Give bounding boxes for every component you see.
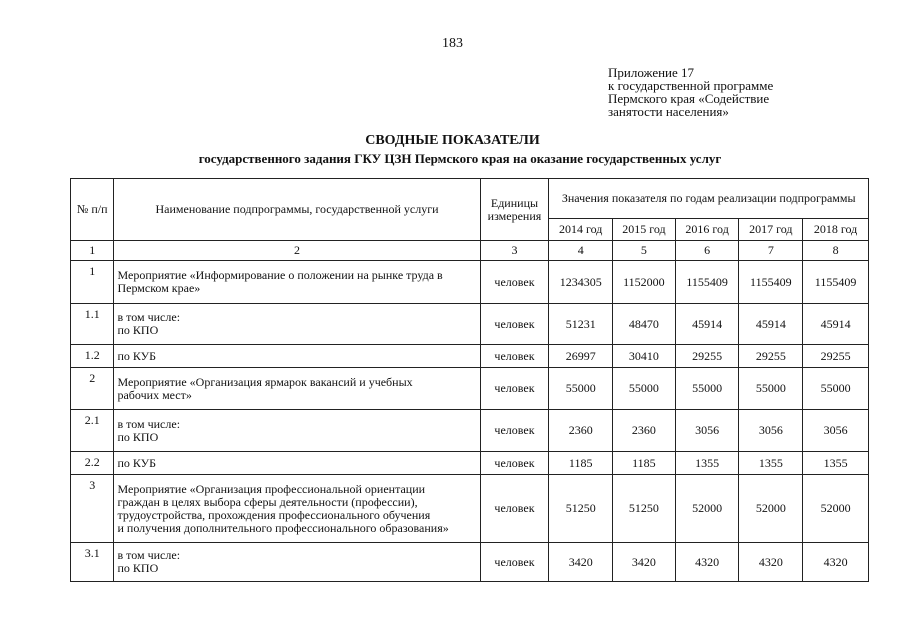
table-row xyxy=(71,475,869,543)
row-unit: человек xyxy=(480,304,549,345)
row-number: 2 xyxy=(71,368,114,410)
table-row xyxy=(71,345,869,368)
table-row xyxy=(71,452,869,475)
row-value: 1185 xyxy=(549,452,613,475)
row-number: 2.2 xyxy=(71,452,114,475)
table-row xyxy=(71,543,869,582)
row-value: 4320 xyxy=(675,543,739,582)
row-name-line: по КПО xyxy=(117,429,159,444)
row-unit: человек xyxy=(480,410,549,452)
row-value: 45914 xyxy=(803,304,869,345)
row-value: 1355 xyxy=(675,452,739,475)
header-num: № п/п xyxy=(71,179,114,241)
row-value: 3420 xyxy=(613,543,676,582)
appendix-note xyxy=(608,66,773,118)
column-index: 4 xyxy=(549,241,613,261)
row-unit: человек xyxy=(480,368,549,410)
row-value: 51250 xyxy=(613,475,676,543)
appendix-line: к государственной программе xyxy=(608,78,774,93)
row-value: 55000 xyxy=(549,368,613,410)
header-year: 2015 год xyxy=(613,219,676,241)
column-index: 8 xyxy=(803,241,869,261)
row-value: 29255 xyxy=(739,345,803,368)
row-name-line: по КУБ xyxy=(117,348,157,363)
row-value: 2360 xyxy=(613,410,676,452)
header-unit: Единицы измерения xyxy=(480,179,549,241)
row-name-line: трудоустройства, прохождения профессионального обучения xyxy=(117,507,431,522)
row-name-line: и получения дополнительного профессионального образования» xyxy=(117,520,449,535)
row-value: 45914 xyxy=(675,304,739,345)
row-value: 51250 xyxy=(549,475,613,543)
page-number: 183 xyxy=(442,36,463,51)
row-name-line: в том числе: xyxy=(117,416,181,431)
row-unit: человек xyxy=(480,475,549,543)
row-value: 51231 xyxy=(549,304,613,345)
column-index: 7 xyxy=(739,241,803,261)
document-title: СВОДНЫЕ ПОКАЗАТЕЛИ xyxy=(365,133,540,148)
row-unit: человек xyxy=(480,543,549,582)
row-value: 30410 xyxy=(613,345,676,368)
row-name-line: по КПО xyxy=(117,561,159,575)
row-name-line: по КУБ xyxy=(117,455,157,470)
row-unit: человек xyxy=(480,345,549,368)
row-value: 3056 xyxy=(675,410,739,452)
row-name xyxy=(114,475,480,543)
row-value: 1152000 xyxy=(613,261,676,304)
row-value: 1185 xyxy=(613,452,676,475)
row-value: 48470 xyxy=(613,304,676,345)
row-name xyxy=(114,543,480,582)
column-index-row xyxy=(71,241,869,261)
row-value: 1155409 xyxy=(739,261,803,304)
column-index: 6 xyxy=(675,241,739,261)
row-value: 52000 xyxy=(675,475,739,543)
row-value: 1234305 xyxy=(549,261,613,304)
appendix-line: Приложение 17 xyxy=(608,65,695,80)
column-index: 2 xyxy=(114,241,480,261)
row-name-line: граждан в целях выбора сферы деятельности (профессии), xyxy=(117,494,418,509)
row-name xyxy=(114,452,480,475)
row-number: 1.2 xyxy=(71,345,114,368)
row-name-line: Мероприятие «Организация профессиональной ориентации xyxy=(117,481,426,496)
row-value: 1355 xyxy=(803,452,869,475)
row-name-line: Мероприятие «Организация ярмарок вакансий и учебных xyxy=(117,374,413,389)
row-value: 26997 xyxy=(549,345,613,368)
row-number: 3 xyxy=(71,475,114,543)
row-value: 4320 xyxy=(803,543,869,582)
table-header-row xyxy=(71,179,869,219)
row-value: 3056 xyxy=(803,410,869,452)
row-number: 1 xyxy=(71,261,114,304)
row-number: 3.1 xyxy=(71,543,114,582)
row-number: 1.1 xyxy=(71,304,114,345)
header-year: 2016 год xyxy=(675,219,739,241)
table-row xyxy=(71,261,869,304)
header-year: 2017 год xyxy=(739,219,803,241)
row-value: 1155409 xyxy=(803,261,869,304)
row-name xyxy=(114,410,480,452)
row-value: 29255 xyxy=(675,345,739,368)
header-values-group: Значения показателя по годам реализации подпрограммы xyxy=(549,179,869,219)
table-row xyxy=(71,410,869,452)
row-name xyxy=(114,304,480,345)
row-value: 55000 xyxy=(675,368,739,410)
row-value: 45914 xyxy=(739,304,803,345)
row-unit: человек xyxy=(480,261,549,304)
row-name-line: Пермском крае» xyxy=(117,281,201,295)
indicators-table xyxy=(70,178,869,582)
column-index: 5 xyxy=(613,241,676,261)
row-name-line: рабочих мест» xyxy=(117,387,192,402)
row-name-line: в том числе: xyxy=(117,310,181,324)
row-value: 55000 xyxy=(739,368,803,410)
row-name-line: Мероприятие «Информирование о положении на рынке труда в xyxy=(117,268,443,282)
document-subtitle: государственного задания ГКУ ЦЗН Пермского края на оказание государственных услуг xyxy=(198,151,722,166)
header-year: 2014 год xyxy=(549,219,613,241)
header-year: 2018 год xyxy=(803,219,869,241)
appendix-line: Пермского края «Содействие xyxy=(608,91,770,106)
row-value: 55000 xyxy=(803,368,869,410)
row-value: 1155409 xyxy=(675,261,739,304)
row-value: 29255 xyxy=(803,345,869,368)
row-number: 2.1 xyxy=(71,410,114,452)
column-index: 1 xyxy=(71,241,114,261)
table-row xyxy=(71,304,869,345)
appendix-line: занятости населения» xyxy=(608,104,729,119)
row-unit: человек xyxy=(480,452,549,475)
row-name-line: в том числе: xyxy=(117,548,181,562)
column-index: 3 xyxy=(480,241,549,261)
row-name xyxy=(114,345,480,368)
table-row xyxy=(71,368,869,410)
row-value: 1355 xyxy=(739,452,803,475)
header-name: Наименование подпрограммы, государственной услуги xyxy=(114,179,480,241)
row-value: 3056 xyxy=(739,410,803,452)
row-value: 4320 xyxy=(739,543,803,582)
row-name xyxy=(114,261,480,304)
row-value: 3420 xyxy=(549,543,613,582)
row-value: 52000 xyxy=(739,475,803,543)
row-value: 55000 xyxy=(613,368,676,410)
row-value: 2360 xyxy=(549,410,613,452)
row-value: 52000 xyxy=(803,475,869,543)
row-name-line: по КПО xyxy=(117,323,159,337)
row-name xyxy=(114,368,480,410)
